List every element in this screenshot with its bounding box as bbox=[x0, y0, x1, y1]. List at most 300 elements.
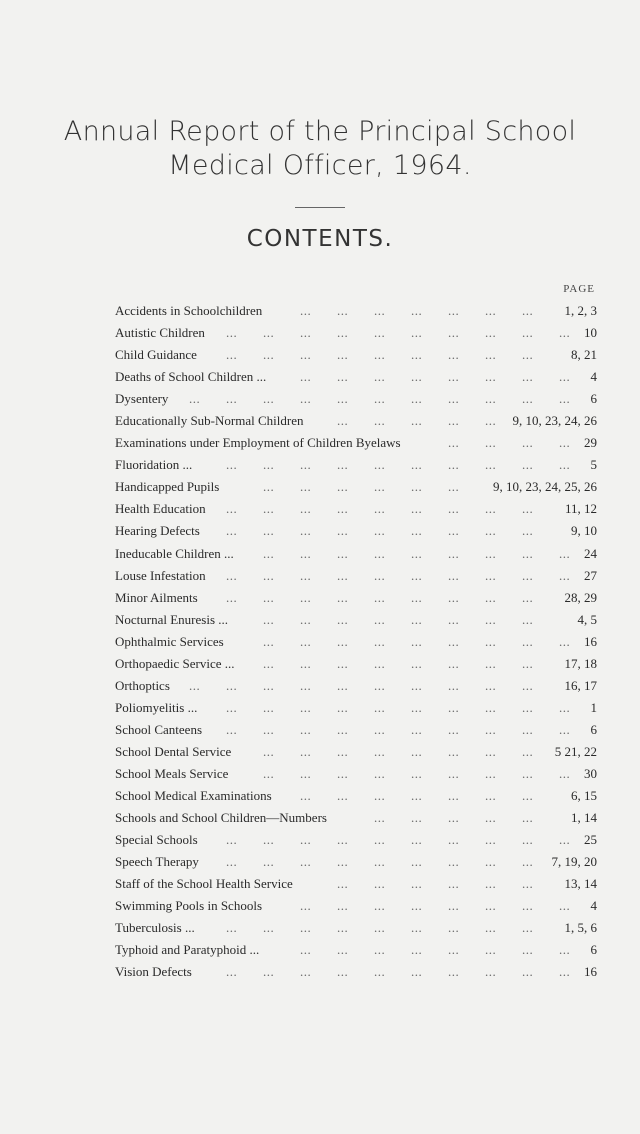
leader-dots: ... bbox=[522, 347, 534, 363]
leader-dots: ... bbox=[263, 589, 275, 605]
entry-label: Ophthalmic Services bbox=[115, 633, 224, 649]
contents-list bbox=[115, 300, 597, 983]
entry-pages: 6 bbox=[590, 721, 597, 737]
leader-dots: ... bbox=[411, 589, 423, 605]
leader-dots: ... bbox=[337, 391, 349, 407]
leader-dots: ... bbox=[300, 721, 312, 737]
leader-dots: ... bbox=[300, 589, 312, 605]
leader-dots: ... bbox=[559, 633, 571, 649]
leader-dots: ... bbox=[485, 964, 497, 980]
leader-dots: ... bbox=[522, 743, 534, 759]
leader-dots: ... bbox=[522, 655, 534, 671]
leader-dots: ... bbox=[300, 303, 312, 318]
leader-dots: ... bbox=[374, 832, 386, 848]
leader-dots: ... bbox=[300, 765, 312, 781]
leader-dots: ... bbox=[411, 369, 423, 385]
entry-pages: 9, 10, 23, 24, 26 bbox=[512, 413, 597, 429]
leader-dots: ... bbox=[411, 325, 423, 341]
leader-dots: ... bbox=[485, 325, 497, 341]
entry-pages: 1 bbox=[590, 699, 597, 715]
leader-dots: ... bbox=[337, 964, 349, 980]
contents-entry bbox=[115, 388, 597, 410]
leader-dots: ... bbox=[226, 523, 238, 539]
leader-dots: ... bbox=[448, 369, 460, 385]
leader-dots: ... bbox=[337, 898, 349, 914]
leader-dots: ... bbox=[337, 743, 349, 759]
entry-pages: 17, 18 bbox=[564, 655, 597, 671]
leader-dots: ... bbox=[448, 898, 460, 914]
leader-dots: ... bbox=[337, 876, 349, 892]
leader-dots: ... bbox=[263, 832, 275, 848]
entry-label: Nocturnal Enuresis ... bbox=[115, 611, 229, 627]
leader-dots: ... bbox=[374, 743, 386, 759]
leader-dots: ... bbox=[522, 523, 534, 539]
leader-dots: ... bbox=[448, 677, 460, 693]
leader-dots: ... bbox=[448, 942, 460, 958]
leader-dots: ... bbox=[485, 633, 497, 649]
leader-dots: ... bbox=[300, 920, 312, 936]
leader-dots: ... bbox=[300, 523, 312, 539]
leader-dots: ... bbox=[263, 633, 275, 649]
leader-dots: ... bbox=[448, 854, 460, 870]
contents-entry bbox=[115, 454, 597, 476]
leader-dots: ... bbox=[411, 677, 423, 693]
leader-dots: ... bbox=[448, 810, 460, 826]
leader-dots: ... bbox=[337, 942, 349, 958]
leader-dots: ... bbox=[337, 788, 349, 804]
entry-label: Staff of the School Health Service bbox=[115, 876, 293, 892]
leader-dots: ... bbox=[559, 545, 571, 561]
leader-dots: ... bbox=[448, 523, 460, 539]
leader-dots: ... bbox=[485, 721, 497, 737]
leader-dots: ... bbox=[374, 347, 386, 363]
leader-dots: ... bbox=[300, 325, 312, 341]
leader-dots: ... bbox=[522, 567, 534, 583]
leader-dots: ... bbox=[411, 810, 423, 826]
leader-dots: ... bbox=[226, 347, 238, 363]
leader-dots: ... bbox=[485, 567, 497, 583]
entry-label: Dysentery bbox=[115, 391, 169, 407]
leader-dots: ... bbox=[300, 479, 312, 495]
leader-dots: ... bbox=[522, 457, 534, 473]
leader-dots: ... bbox=[300, 743, 312, 759]
leader-dots: ... bbox=[337, 457, 349, 473]
leader-dots: ... bbox=[522, 501, 534, 517]
entry-pages: 13, 14 bbox=[564, 876, 597, 892]
leader-dots: ... bbox=[374, 898, 386, 914]
leader-dots: ... bbox=[300, 677, 312, 693]
entry-pages: 1, 2, 3 bbox=[564, 303, 597, 318]
leader-dots: ... bbox=[522, 898, 534, 914]
leader-dots: ... bbox=[263, 765, 275, 781]
leader-dots: ... bbox=[337, 369, 349, 385]
entry-pages: 1, 5, 6 bbox=[564, 920, 597, 936]
contents-entry bbox=[115, 873, 597, 895]
entry-pages: 25 bbox=[584, 832, 597, 848]
contents-entry bbox=[115, 719, 597, 741]
contents-entry bbox=[115, 653, 597, 675]
entry-pages: 9, 10, 23, 24, 25, 26 bbox=[493, 479, 597, 495]
leader-dots: ... bbox=[374, 854, 386, 870]
leader-dots: ... bbox=[485, 832, 497, 848]
leader-dots: ... bbox=[448, 721, 460, 737]
leader-dots: ... bbox=[485, 391, 497, 407]
leader-dots: ... bbox=[522, 854, 534, 870]
leader-dots: ... bbox=[337, 854, 349, 870]
leader-dots: ... bbox=[374, 920, 386, 936]
leader-dots: ... bbox=[448, 479, 460, 495]
entry-label: School Medical Examinations bbox=[115, 788, 272, 804]
leader-dots: ... bbox=[300, 964, 312, 980]
leader-dots: ... bbox=[300, 699, 312, 715]
leader-dots: ... bbox=[411, 854, 423, 870]
leader-dots: ... bbox=[448, 589, 460, 605]
leader-dots: ... bbox=[300, 369, 312, 385]
leader-dots: ... bbox=[411, 567, 423, 583]
leader-dots: ... bbox=[374, 589, 386, 605]
leader-dots: ... bbox=[559, 942, 571, 958]
leader-dots: ... bbox=[263, 655, 275, 671]
contents-entry bbox=[115, 829, 597, 851]
leader-dots: ... bbox=[411, 832, 423, 848]
entry-pages: 4 bbox=[590, 898, 597, 914]
leader-dots: ... bbox=[448, 567, 460, 583]
entry-label: Health Education bbox=[115, 501, 206, 517]
entry-label: Examinations under Employment of Children Byelaws bbox=[115, 435, 401, 451]
leader-dots: ... bbox=[559, 435, 571, 451]
leader-dots: ... bbox=[337, 611, 349, 627]
entry-pages: 10 bbox=[584, 325, 597, 341]
leader-dots: ... bbox=[559, 567, 571, 583]
leader-dots: ... bbox=[300, 457, 312, 473]
leader-dots: ... bbox=[374, 523, 386, 539]
leader-dots: ... bbox=[411, 479, 423, 495]
leader-dots: ... bbox=[485, 699, 497, 715]
leader-dots: ... bbox=[448, 457, 460, 473]
leader-dots: ... bbox=[448, 545, 460, 561]
contents-entry bbox=[115, 961, 597, 983]
contents-entry bbox=[115, 741, 597, 763]
leader-dots: ... bbox=[374, 369, 386, 385]
leader-dots: ... bbox=[448, 964, 460, 980]
leader-dots: ... bbox=[374, 501, 386, 517]
leader-dots: ... bbox=[374, 876, 386, 892]
leader-dots: ... bbox=[522, 545, 534, 561]
leader-dots: ... bbox=[411, 898, 423, 914]
entry-pages: 28, 29 bbox=[564, 589, 597, 605]
leader-dots: ... bbox=[448, 347, 460, 363]
entry-label: Speech Therapy bbox=[115, 854, 199, 870]
leader-dots: ... bbox=[411, 413, 423, 429]
leader-dots: ... bbox=[448, 655, 460, 671]
leader-dots: ... bbox=[374, 479, 386, 495]
report-title-line-2: Medical Officer, 1964. bbox=[168, 150, 472, 181]
leader-dots: ... bbox=[337, 765, 349, 781]
leader-dots: ... bbox=[337, 413, 349, 429]
entry-pages: 4, 5 bbox=[577, 611, 597, 627]
leader-dots: ... bbox=[226, 391, 238, 407]
leader-dots: ... bbox=[448, 325, 460, 341]
leader-dots: ... bbox=[522, 810, 534, 826]
entry-pages: 16, 17 bbox=[564, 677, 597, 693]
contents-entry bbox=[115, 520, 597, 542]
leader-dots: ... bbox=[300, 832, 312, 848]
leader-dots: ... bbox=[559, 457, 571, 473]
leader-dots: ... bbox=[559, 765, 571, 781]
leader-dots: ... bbox=[337, 721, 349, 737]
entry-pages: 29 bbox=[584, 435, 597, 451]
entry-pages: 9, 10 bbox=[571, 523, 597, 539]
leader-dots: ... bbox=[559, 964, 571, 980]
entry-pages: 16 bbox=[584, 964, 597, 980]
leader-dots: ... bbox=[226, 325, 238, 341]
leader-dots: ... bbox=[559, 832, 571, 848]
leader-dots: ... bbox=[300, 567, 312, 583]
leader-dots: ... bbox=[263, 325, 275, 341]
leader-dots: ... bbox=[411, 765, 423, 781]
leader-dots: ... bbox=[411, 655, 423, 671]
leader-dots: ... bbox=[411, 721, 423, 737]
entry-label: Minor Ailments bbox=[115, 589, 198, 605]
leader-dots: ... bbox=[263, 479, 275, 495]
leader-dots: ... bbox=[522, 721, 534, 737]
title-divider bbox=[295, 207, 345, 208]
leader-dots: ... bbox=[263, 567, 275, 583]
contents-entry bbox=[115, 851, 597, 873]
leader-dots: ... bbox=[263, 699, 275, 715]
leader-dots: ... bbox=[559, 369, 571, 385]
leader-dots: ... bbox=[485, 920, 497, 936]
contents-entry bbox=[115, 410, 597, 432]
leader-dots: ... bbox=[559, 699, 571, 715]
contents-entry bbox=[115, 476, 597, 498]
leader-dots: ... bbox=[522, 788, 534, 804]
entry-pages: 11, 12 bbox=[564, 501, 597, 517]
leader-dots: ... bbox=[226, 699, 238, 715]
leader-dots: ... bbox=[485, 545, 497, 561]
leader-dots: ... bbox=[337, 589, 349, 605]
leader-dots: ... bbox=[485, 435, 497, 451]
leader-dots: ... bbox=[411, 391, 423, 407]
leader-dots: ... bbox=[485, 788, 497, 804]
contents-entry bbox=[115, 697, 597, 719]
entry-pages: 5 bbox=[590, 457, 597, 473]
leader-dots: ... bbox=[374, 677, 386, 693]
leader-dots: ... bbox=[485, 523, 497, 539]
entry-pages: 6 bbox=[590, 391, 597, 407]
leader-dots: ... bbox=[374, 457, 386, 473]
leader-dots: ... bbox=[559, 325, 571, 341]
leader-dots: ... bbox=[263, 523, 275, 539]
leader-dots: ... bbox=[300, 942, 312, 958]
leader-dots: ... bbox=[448, 303, 460, 318]
leader-dots: ... bbox=[485, 457, 497, 473]
leader-dots: ... bbox=[448, 788, 460, 804]
leader-dots: ... bbox=[522, 677, 534, 693]
entry-pages: 8, 21 bbox=[571, 347, 597, 363]
leader-dots: ... bbox=[485, 413, 497, 429]
leader-dots: ... bbox=[485, 898, 497, 914]
leader-dots: ... bbox=[448, 765, 460, 781]
leader-dots: ... bbox=[226, 832, 238, 848]
leader-dots: ... bbox=[411, 545, 423, 561]
entry-label: Fluoridation ... bbox=[115, 457, 193, 473]
contents-entry bbox=[115, 322, 597, 344]
leader-dots: ... bbox=[485, 611, 497, 627]
leader-dots: ... bbox=[485, 369, 497, 385]
entry-pages: 7, 19, 20 bbox=[551, 854, 597, 870]
leader-dots: ... bbox=[263, 611, 275, 627]
leader-dots: ... bbox=[300, 655, 312, 671]
leader-dots: ... bbox=[522, 920, 534, 936]
leader-dots: ... bbox=[337, 920, 349, 936]
leader-dots: ... bbox=[485, 655, 497, 671]
entry-label: Poliomyelitis ... bbox=[115, 699, 198, 715]
leader-dots: ... bbox=[374, 964, 386, 980]
leader-dots: ... bbox=[522, 391, 534, 407]
leader-dots: ... bbox=[263, 743, 275, 759]
entry-label: Child Guidance bbox=[115, 347, 197, 363]
entry-pages: 16 bbox=[584, 633, 597, 649]
leader-dots: ... bbox=[485, 501, 497, 517]
contents-entry bbox=[115, 785, 597, 807]
leader-dots: ... bbox=[300, 545, 312, 561]
leader-dots: ... bbox=[337, 303, 349, 318]
contents-entry bbox=[115, 939, 597, 961]
leader-dots: ... bbox=[226, 501, 238, 517]
leader-dots: ... bbox=[448, 920, 460, 936]
leader-dots: ... bbox=[374, 633, 386, 649]
leader-dots: ... bbox=[300, 347, 312, 363]
leader-dots: ... bbox=[411, 743, 423, 759]
leader-dots: ... bbox=[522, 369, 534, 385]
leader-dots: ... bbox=[226, 920, 238, 936]
entry-label: Autistic Children bbox=[115, 325, 205, 341]
leader-dots: ... bbox=[337, 545, 349, 561]
leader-dots: ... bbox=[263, 677, 275, 693]
entry-label: School Meals Service bbox=[115, 765, 229, 781]
leader-dots: ... bbox=[263, 854, 275, 870]
contents-entry bbox=[115, 498, 597, 520]
leader-dots: ... bbox=[337, 501, 349, 517]
leader-dots: ... bbox=[374, 788, 386, 804]
leader-dots: ... bbox=[226, 964, 238, 980]
leader-dots: ... bbox=[374, 391, 386, 407]
leader-dots: ... bbox=[337, 699, 349, 715]
contents-entry bbox=[115, 300, 597, 322]
contents-entry bbox=[115, 895, 597, 917]
leader-dots: ... bbox=[485, 347, 497, 363]
entry-label: Vision Defects bbox=[115, 964, 192, 980]
leader-dots: ... bbox=[374, 545, 386, 561]
leader-dots: ... bbox=[300, 898, 312, 914]
leader-dots: ... bbox=[337, 655, 349, 671]
entry-pages: 24 bbox=[584, 545, 597, 561]
leader-dots: ... bbox=[226, 589, 238, 605]
leader-dots: ... bbox=[337, 325, 349, 341]
entry-label: Deaths of School Children ... bbox=[115, 369, 267, 385]
leader-dots: ... bbox=[411, 501, 423, 517]
entry-label: Typhoid and Paratyphoid ... bbox=[115, 942, 260, 958]
leader-dots: ... bbox=[411, 523, 423, 539]
entry-pages: 5 21, 22 bbox=[554, 743, 597, 759]
leader-dots: ... bbox=[411, 942, 423, 958]
leader-dots: ... bbox=[226, 677, 238, 693]
entry-label: Ineducable Children ... bbox=[115, 545, 234, 561]
leader-dots: ... bbox=[411, 457, 423, 473]
contents-heading: CONTENTS. bbox=[246, 226, 394, 252]
leader-dots: ... bbox=[337, 567, 349, 583]
leader-dots: ... bbox=[448, 391, 460, 407]
leader-dots: ... bbox=[374, 567, 386, 583]
leader-dots: ... bbox=[263, 545, 275, 561]
contents-entry bbox=[115, 366, 597, 388]
leader-dots: ... bbox=[448, 413, 460, 429]
entry-label: Louse Infestation bbox=[115, 567, 206, 583]
entry-label: Orthoptics bbox=[115, 677, 170, 693]
leader-dots: ... bbox=[411, 611, 423, 627]
entry-pages: 27 bbox=[584, 567, 597, 583]
leader-dots: ... bbox=[522, 633, 534, 649]
leader-dots: ... bbox=[300, 611, 312, 627]
leader-dots: ... bbox=[448, 832, 460, 848]
entry-label: Swimming Pools in Schools bbox=[115, 898, 262, 914]
contents-entry bbox=[115, 675, 597, 697]
entry-label: Accidents in Schoolchildren bbox=[115, 303, 263, 318]
contents-entry bbox=[115, 807, 597, 829]
entry-label: Schools and School Children—Numbers bbox=[115, 810, 327, 826]
leader-dots: ... bbox=[522, 589, 534, 605]
leader-dots: ... bbox=[300, 633, 312, 649]
leader-dots: ... bbox=[559, 898, 571, 914]
contents-entry bbox=[115, 587, 597, 609]
leader-dots: ... bbox=[522, 435, 534, 451]
leader-dots: ... bbox=[522, 765, 534, 781]
entry-label: Educationally Sub-Normal Children bbox=[115, 413, 304, 429]
leader-dots: ... bbox=[411, 920, 423, 936]
contents-entry bbox=[115, 543, 597, 565]
leader-dots: ... bbox=[189, 677, 201, 693]
leader-dots: ... bbox=[522, 325, 534, 341]
entry-label: Special Schools bbox=[115, 832, 198, 848]
leader-dots: ... bbox=[263, 391, 275, 407]
contents-entry bbox=[115, 344, 597, 366]
entry-label: Hearing Defects bbox=[115, 523, 200, 539]
contents-entry bbox=[115, 631, 597, 653]
entry-label: Handicapped Pupils bbox=[115, 479, 220, 495]
leader-dots: ... bbox=[448, 611, 460, 627]
leader-dots: ... bbox=[374, 810, 386, 826]
leader-dots: ... bbox=[522, 964, 534, 980]
leader-dots: ... bbox=[485, 589, 497, 605]
leader-dots: ... bbox=[337, 523, 349, 539]
leader-dots: ... bbox=[485, 677, 497, 693]
leader-dots: ... bbox=[485, 810, 497, 826]
leader-dots: ... bbox=[448, 435, 460, 451]
leader-dots: ... bbox=[263, 964, 275, 980]
leader-dots: ... bbox=[263, 457, 275, 473]
leader-dots: ... bbox=[411, 633, 423, 649]
contents-entry bbox=[115, 609, 597, 631]
leader-dots: ... bbox=[522, 942, 534, 958]
entry-pages: 4 bbox=[590, 369, 597, 385]
contents-entry bbox=[115, 432, 597, 454]
leader-dots: ... bbox=[374, 655, 386, 671]
leader-dots: ... bbox=[263, 501, 275, 517]
leader-dots: ... bbox=[300, 788, 312, 804]
leader-dots: ... bbox=[226, 457, 238, 473]
leader-dots: ... bbox=[448, 876, 460, 892]
